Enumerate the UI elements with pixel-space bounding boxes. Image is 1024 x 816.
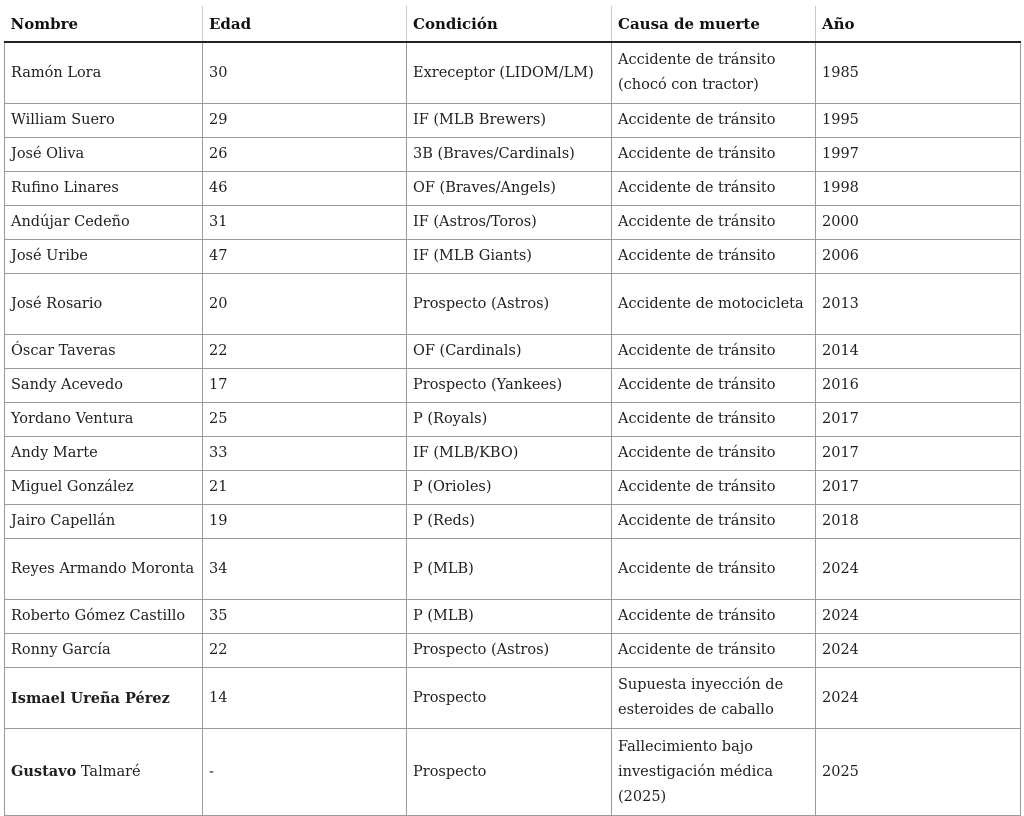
cell-name: José Uribe: [5, 240, 203, 274]
cell-condition: P (MLB): [407, 600, 612, 634]
cell-condition: IF (MLB Giants): [407, 240, 612, 274]
header-row: [5, 7, 1021, 43]
cell-condition: Exreceptor (LIDOM/LM): [407, 42, 612, 104]
table-row: [5, 240, 1021, 274]
cell-age: 17: [203, 369, 407, 403]
cell-condition: Prospecto (Yankees): [407, 369, 612, 403]
cell-name: [5, 729, 203, 816]
table-body: [5, 42, 1021, 816]
table-row: [5, 729, 1021, 816]
cell-year: 2017: [816, 471, 1021, 505]
cell-cause: Supuesta inyección de esteroides de caballo: [612, 668, 816, 729]
cell-condition: Prospecto (Astros): [407, 274, 612, 335]
deaths-table: [4, 6, 1021, 816]
cell-condition: P (MLB): [407, 539, 612, 600]
cell-year: 2024: [816, 668, 1021, 729]
cell-name: Óscar Taveras: [5, 335, 203, 369]
table-row: [5, 172, 1021, 206]
cell-cause: Accidente de tránsito: [612, 240, 816, 274]
cell-condition: 3B (Braves/Cardinals): [407, 138, 612, 172]
cell-year: 2024: [816, 634, 1021, 668]
header-age: Edad: [203, 7, 407, 43]
cell-condition: OF (Braves/Angels): [407, 172, 612, 206]
cell-cause: Accidente de tránsito: [612, 138, 816, 172]
cell-cause: Accidente de tránsito: [612, 172, 816, 206]
cell-year: 2016: [816, 369, 1021, 403]
cell-year: 1998: [816, 172, 1021, 206]
table-row: [5, 206, 1021, 240]
cell-name: Yordano Ventura: [5, 403, 203, 437]
cell-condition: OF (Cardinals): [407, 335, 612, 369]
cell-age: 33: [203, 437, 407, 471]
cell-age: 34: [203, 539, 407, 600]
cell-cause: Accidente de tránsito: [612, 335, 816, 369]
cell-condition: Prospecto (Astros): [407, 634, 612, 668]
cell-name: Andy Marte: [5, 437, 203, 471]
cell-year: 2006: [816, 240, 1021, 274]
cell-name: Miguel González: [5, 471, 203, 505]
cell-cause: Accidente de tránsito: [612, 403, 816, 437]
header-name: Nombre: [5, 7, 203, 43]
table-row: [5, 335, 1021, 369]
cell-condition: IF (MLB Brewers): [407, 104, 612, 138]
deaths-table-container: [4, 6, 1020, 816]
cell-name: Ramón Lora: [5, 42, 203, 104]
cell-age: 30: [203, 42, 407, 104]
cell-year: 2024: [816, 600, 1021, 634]
cell-age: 26: [203, 138, 407, 172]
header-cause: Causa de muerte: [612, 7, 816, 43]
cell-cause: Accidente de tránsito: [612, 634, 816, 668]
cell-age: 29: [203, 104, 407, 138]
cell-age: 22: [203, 634, 407, 668]
cell-age: 19: [203, 505, 407, 539]
cell-age: 31: [203, 206, 407, 240]
cell-year: 2025: [816, 729, 1021, 816]
cell-name: Rufino Linares: [5, 172, 203, 206]
cell-cause: Accidente de tránsito: [612, 206, 816, 240]
cell-cause: Accidente de tránsito: [612, 505, 816, 539]
table-row: [5, 634, 1021, 668]
cell-age: 20: [203, 274, 407, 335]
cell-cause: Accidente de tránsito (chocó con tractor): [612, 42, 816, 104]
cell-condition: P (Royals): [407, 403, 612, 437]
cell-age: 14: [203, 668, 407, 729]
cell-cause: Accidente de tránsito: [612, 600, 816, 634]
cell-name: Roberto Gómez Castillo: [5, 600, 203, 634]
cell-name: Ronny García: [5, 634, 203, 668]
cell-age: 22: [203, 335, 407, 369]
table-row: [5, 539, 1021, 600]
table-row: [5, 104, 1021, 138]
header-year: Año: [816, 7, 1021, 43]
table-row: [5, 471, 1021, 505]
cell-age: 25: [203, 403, 407, 437]
table-row: [5, 274, 1021, 335]
cell-year: 2000: [816, 206, 1021, 240]
cell-name: William Suero: [5, 104, 203, 138]
cell-condition: P (Reds): [407, 505, 612, 539]
table-row: [5, 138, 1021, 172]
cell-cause: Accidente de tránsito: [612, 104, 816, 138]
name-rest-part: Talmaré: [76, 764, 141, 780]
cell-year: 1995: [816, 104, 1021, 138]
cell-year: 2014: [816, 335, 1021, 369]
cell-name: Sandy Acevedo: [5, 369, 203, 403]
cell-condition: P (Orioles): [407, 471, 612, 505]
table-row: [5, 505, 1021, 539]
cell-name: José Rosario: [5, 274, 203, 335]
cell-cause: Accidente de tránsito: [612, 369, 816, 403]
name-bold-part: Gustavo: [11, 763, 77, 780]
table-row: [5, 403, 1021, 437]
cell-age: 35: [203, 600, 407, 634]
cell-year: 1985: [816, 42, 1021, 104]
cell-year: 2013: [816, 274, 1021, 335]
cell-cause: Accidente de tránsito: [612, 437, 816, 471]
table-row: [5, 668, 1021, 729]
cell-age: 21: [203, 471, 407, 505]
cell-cause: Accidente de tránsito: [612, 471, 816, 505]
cell-condition: IF (MLB/KBO): [407, 437, 612, 471]
cell-cause: Fallecimiento bajo investigación médica (2025): [612, 729, 816, 816]
cell-year: 2017: [816, 437, 1021, 471]
cell-age: 47: [203, 240, 407, 274]
cell-year: 2024: [816, 539, 1021, 600]
cell-age: -: [203, 729, 407, 816]
cell-name: Reyes Armando Moronta: [5, 539, 203, 600]
cell-name: José Oliva: [5, 138, 203, 172]
cell-condition: IF (Astros/Toros): [407, 206, 612, 240]
table-row: [5, 600, 1021, 634]
cell-condition: Prospecto: [407, 668, 612, 729]
cell-year: 1997: [816, 138, 1021, 172]
cell-age: 46: [203, 172, 407, 206]
cell-condition: Prospecto: [407, 729, 612, 816]
cell-year: 2018: [816, 505, 1021, 539]
header-condition: Condición: [407, 7, 612, 43]
cell-cause: Accidente de motocicleta: [612, 274, 816, 335]
cell-year: 2017: [816, 403, 1021, 437]
table-row: [5, 369, 1021, 403]
cell-name: Ismael Ureña Pérez: [5, 668, 203, 729]
table-row: [5, 437, 1021, 471]
cell-name: Andújar Cedeño: [5, 206, 203, 240]
cell-name: Jairo Capellán: [5, 505, 203, 539]
cell-cause: Accidente de tránsito: [612, 539, 816, 600]
table-row: [5, 42, 1021, 104]
table-header: [5, 7, 1021, 43]
